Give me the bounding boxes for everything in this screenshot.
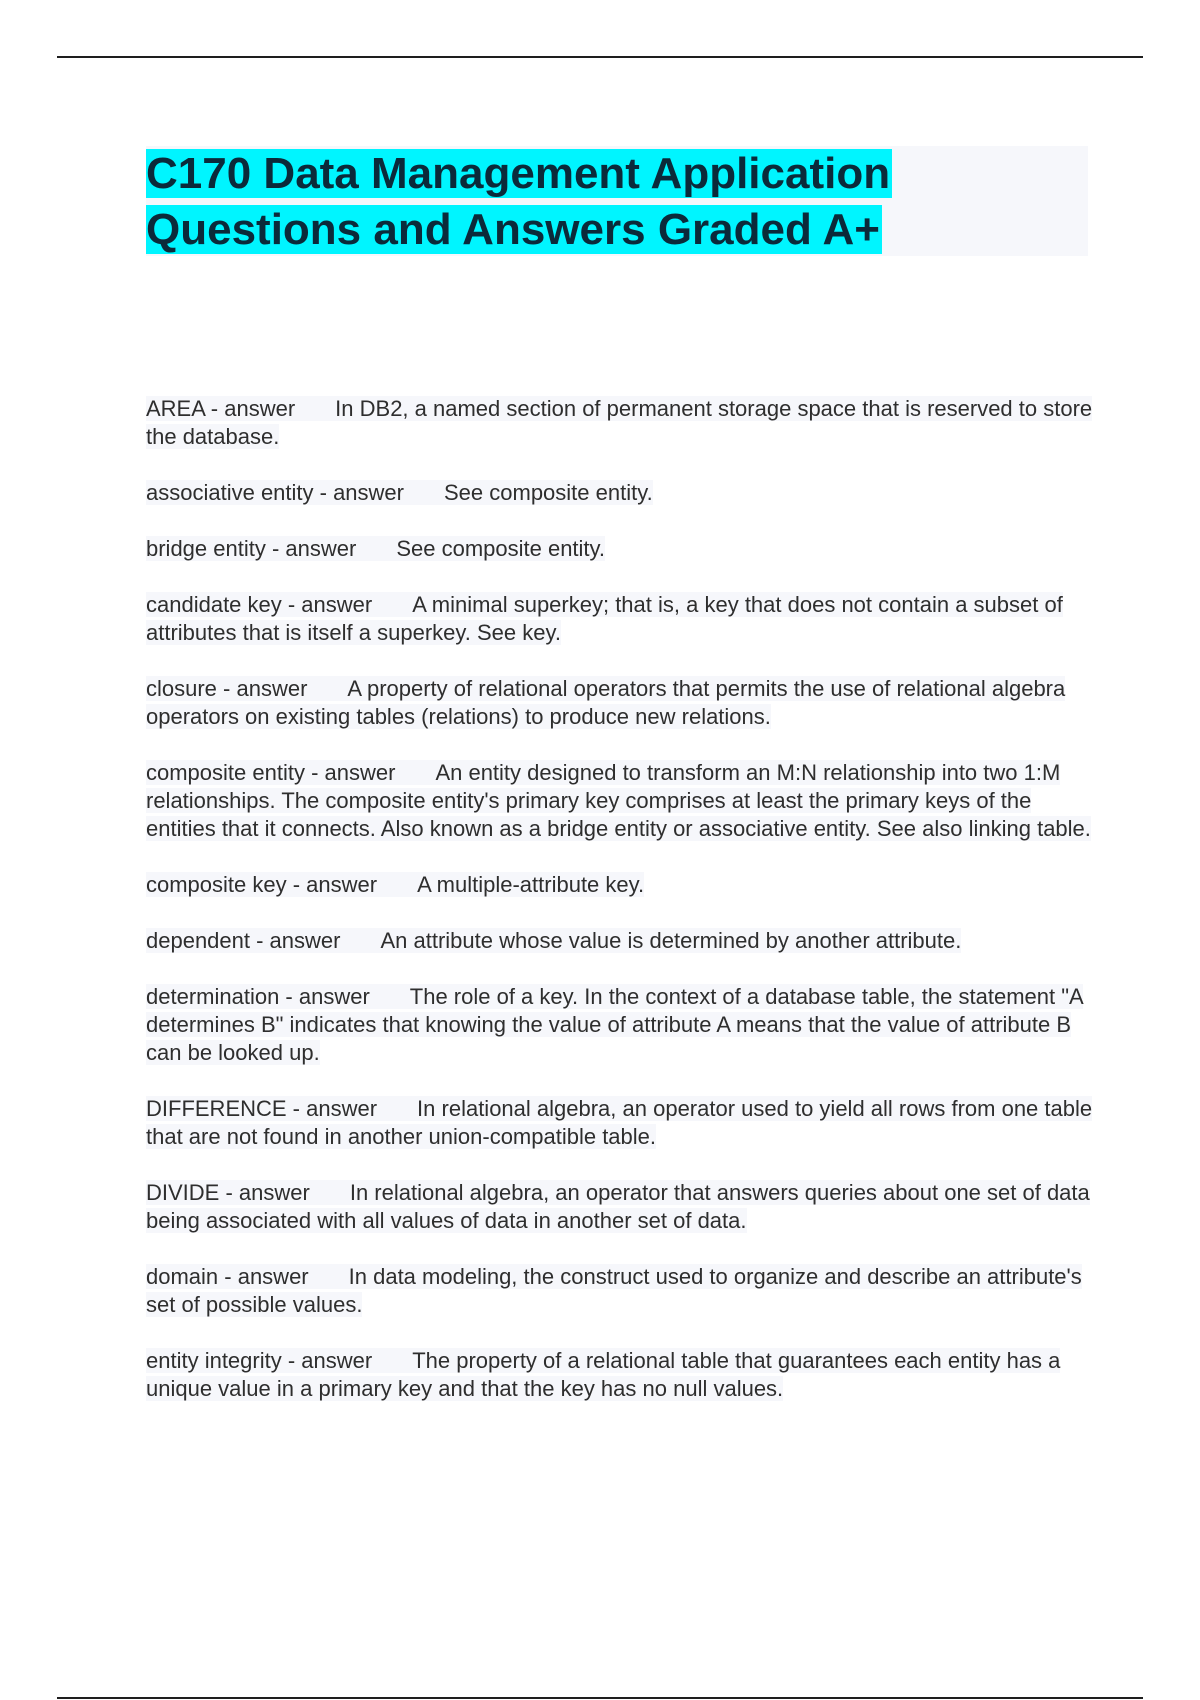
- glossary-entry: [146, 871, 1096, 899]
- entry-definition: In relational algebra, an operator used to yield all rows from one table that are not found in another union-compatible table.: [146, 1096, 1093, 1149]
- entry-definition: See composite entity.: [396, 536, 606, 561]
- glossary-entry: [146, 1347, 1096, 1403]
- entry-term: determination - answer: [146, 984, 370, 1009]
- title-line-1: C170 Data Management Application: [146, 149, 891, 198]
- entry-term: domain - answer: [146, 1264, 309, 1289]
- entry-definition: A multiple-attribute key.: [417, 872, 645, 897]
- entry-term: associative entity - answer: [146, 480, 404, 505]
- entry-term: closure - answer: [146, 676, 308, 701]
- entry-term: entity integrity - answer: [146, 1348, 373, 1373]
- glossary-entry: [146, 591, 1096, 647]
- page-title: [146, 146, 1088, 258]
- entry-term: bridge entity - answer: [146, 536, 357, 561]
- glossary-entry: [146, 927, 1096, 955]
- entry-definition: An attribute whose value is determined by another attribute.: [380, 928, 962, 953]
- glossary-entry: [146, 1263, 1096, 1319]
- entry-definition: A property of relational operators that permits the use of relational algebra operators on existing tables (relations) to produce new relations.: [146, 676, 1066, 729]
- entry-term: AREA - answer: [146, 396, 296, 421]
- glossary-entry: [146, 759, 1096, 843]
- entry-term: candidate key - answer: [146, 592, 373, 617]
- entry-definition: In relational algebra, an operator that answers queries about one set of data being associated with all values of data in another set of data.: [146, 1180, 1090, 1233]
- entry-term: dependent - answer: [146, 928, 341, 953]
- glossary-entry: [146, 535, 1096, 563]
- glossary-list: [146, 395, 1096, 1431]
- entry-definition: In data modeling, the construct used to organize and describe an attribute's set of possible values.: [146, 1264, 1082, 1317]
- glossary-entry: [146, 479, 1096, 507]
- glossary-entry: [146, 675, 1096, 731]
- entry-definition: An entity designed to transform an M:N relationship into two 1:M relationships. The composite entity's primary key comprises at least the primary keys of the entities that it connects. Also known as a bridge entity or associative entity. See also linking table.: [146, 760, 1091, 841]
- entry-definition: A minimal superkey; that is, a key that does not contain a subset of attributes that is itself a superkey. See key.: [146, 592, 1063, 645]
- entry-definition: The property of a relational table that guarantees each entity has a unique value in a primary key and that the key has no null values.: [146, 1348, 1061, 1401]
- entry-definition: In DB2, a named section of permanent storage space that is reserved to store the database.: [146, 396, 1093, 449]
- title-block: [146, 146, 1088, 256]
- entry-definition: The role of a key. In the context of a database table, the statement "A determines B" indicates that knowing the value of attribute A means that the value of attribute B can be looked up.: [146, 984, 1083, 1065]
- glossary-entry: [146, 1179, 1096, 1235]
- entry-term: DIFFERENCE - answer: [146, 1096, 378, 1121]
- entry-term: composite entity - answer: [146, 760, 396, 785]
- top-rule: [57, 56, 1143, 58]
- bottom-rule: [57, 1697, 1143, 1699]
- glossary-entry: [146, 395, 1096, 451]
- glossary-entry: [146, 983, 1096, 1067]
- glossary-entry: [146, 1095, 1096, 1151]
- entry-definition: See composite entity.: [444, 480, 653, 505]
- entry-term: composite key - answer: [146, 872, 378, 897]
- entry-term: DIVIDE - answer: [146, 1180, 310, 1205]
- title-line-2: Questions and Answers Graded A+: [146, 205, 880, 254]
